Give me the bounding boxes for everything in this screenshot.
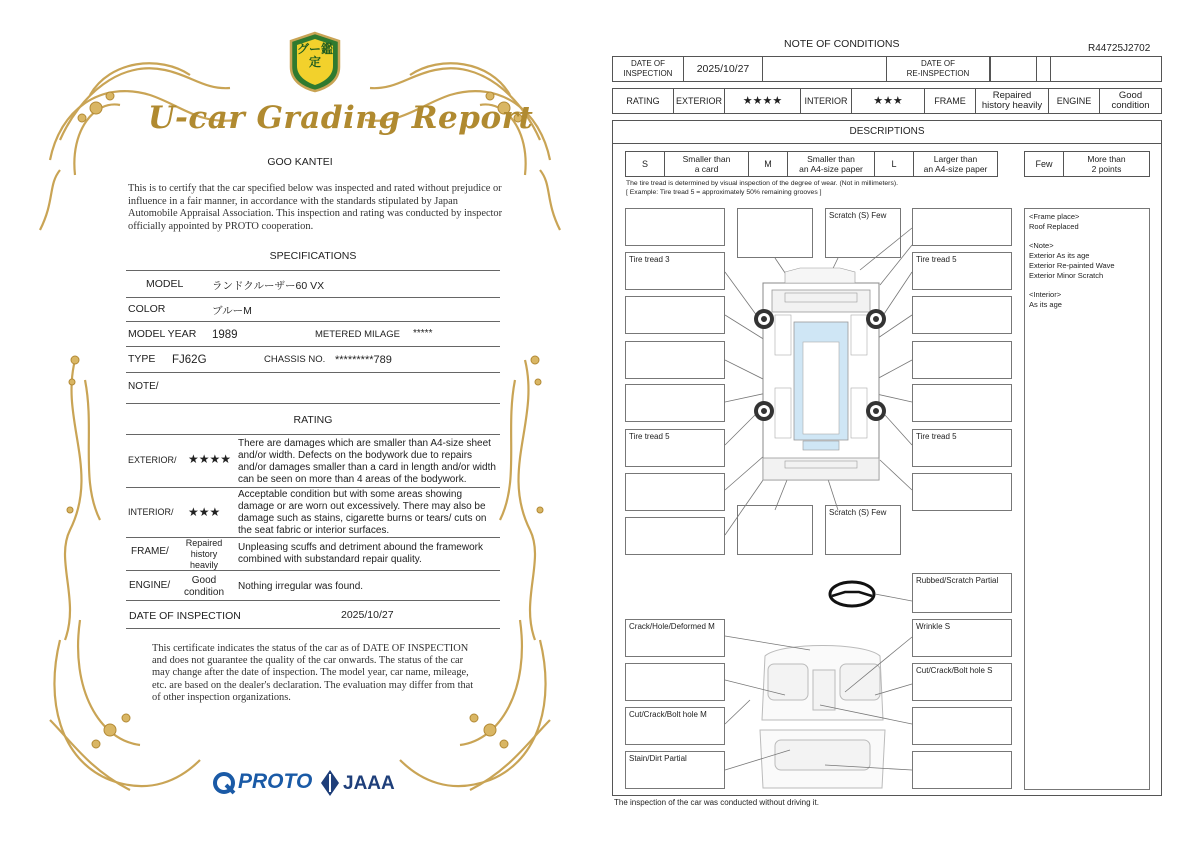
scratch-bottom-box: Scratch (S) Few [825, 505, 901, 555]
proto-logo-icon [212, 771, 236, 795]
frame-description: Unpleasing scuffs and detriment abound the framework combined with substandard repair quality. [238, 542, 483, 565]
engine-description: Nothing irregular was found. [238, 581, 364, 592]
jaaa-logo-text: JAAA [343, 773, 395, 794]
condition-box [625, 663, 725, 701]
condition-box [737, 208, 813, 258]
certificate-intro: This is to certify that the car specified below was inspected and rated without prejudice or influence in a fair manner, in accordance with the standards stipulated by Japan Automobile Appraisal Association. This inspection and rating was conducted by inspector officially appointed by PROTO cooperation. [128, 183, 503, 232]
exterior-label: EXTERIOR [673, 88, 725, 114]
color-label: COLOR [128, 303, 166, 315]
rating-label: RATING [612, 88, 674, 114]
legend-l: L [874, 151, 914, 177]
condition-box [737, 505, 813, 555]
notes-panel [1024, 208, 1150, 790]
condition-box [912, 208, 1012, 246]
divider [126, 372, 500, 373]
engine-label: ENGINE/ [129, 580, 171, 591]
tire-rear-right-box: Tire tread 5 [912, 429, 1012, 467]
crack-hole-box: Crack/Hole/Deformed M [625, 619, 725, 657]
date-label: DATE OF INSPECTION [129, 610, 241, 622]
divider [126, 570, 500, 571]
engine-value [178, 575, 230, 599]
condition-box [625, 341, 725, 379]
proto-logo-text: PROTO [238, 770, 313, 793]
descriptions-heading: DESCRIPTIONS [612, 120, 1162, 144]
condition-box [912, 707, 1012, 745]
notes-line: As its age [1029, 300, 1062, 310]
sheet-reference: R44725J2702 [1088, 43, 1151, 54]
model-year-value: 1989 [212, 329, 238, 341]
frame-label: FRAME/ [131, 546, 169, 557]
divider [126, 600, 500, 601]
tire-front-left-box: Tire tread 3 [625, 252, 725, 290]
sheet-title: NOTE OF CONDITIONS [784, 38, 900, 50]
legend-s: S [625, 151, 665, 177]
condition-box [625, 473, 725, 511]
exterior-description: There are damages which are smaller than A4-size sheet and/or width. Defects on the bodywork due to repairs and/or damages smaller than a card in length and/or width can be seen on more than 4 areas of the bodywork. [238, 438, 496, 485]
exterior-stars: ★★★★ [724, 88, 801, 114]
scratch-top-box: Scratch (S) Few [825, 208, 901, 258]
notes-line [1029, 281, 1145, 291]
tire-front-right-box: Tire tread 5 [912, 252, 1012, 290]
interior-stars: ★★★ [188, 505, 221, 519]
interior-description: Acceptable condition but with some areas showing damage or are worn out excessively. There may also be damage such as stains, cigarette burns or tears/ cuts on the seat fabric or interior surfaces. [238, 489, 487, 536]
notes-line: Roof Replaced [1029, 221, 1079, 231]
value-line: history heavily [981, 100, 1043, 111]
notes-line: <Note> [1029, 241, 1054, 251]
interior-label: INTERIOR [800, 88, 852, 114]
divider [126, 628, 500, 629]
condition-box [625, 517, 725, 555]
model-label: MODEL [146, 278, 184, 290]
notes-line: <Frame place> [1029, 212, 1080, 221]
frame-value-line: Repaired [185, 538, 223, 548]
legend-line: Larger than [933, 153, 978, 164]
engine-value-line: Good [191, 575, 217, 586]
legend-line: Smaller than [807, 153, 855, 164]
condition-sheet [600, 0, 1200, 848]
model-year-label: MODEL YEAR [128, 328, 197, 340]
cut-crack-s-box: Cut/Crack/Bolt hole S [912, 663, 1012, 701]
exterior-stars: ★★★★ [188, 452, 232, 466]
condition-box [625, 384, 725, 422]
condition-box [912, 341, 1012, 379]
note-label: NOTE/ [128, 381, 159, 392]
chassis-value: *********789 [335, 354, 392, 366]
certificate-title: U-car Grading Report [148, 100, 534, 136]
condition-box [625, 296, 725, 334]
engine-label: ENGINE [1048, 88, 1100, 114]
tire-rear-left-box: Tire tread 5 [625, 429, 725, 467]
notes-line: <Interior> [1029, 290, 1062, 300]
certificate-subtitle: GOO KANTEI [267, 156, 333, 168]
notes-line: Exterior Re-painted Wave [1029, 260, 1115, 270]
value-line: Good [1118, 89, 1143, 101]
type-label: TYPE [128, 353, 156, 365]
frame-label: FRAME [924, 88, 976, 114]
type-value: FJ62G [172, 354, 207, 366]
label-line: RE-INSPECTION [906, 69, 970, 78]
divider [126, 297, 500, 298]
tire-note-example: [ Example: Tire tread 5 = approximately 50% remaining grooves ] [626, 189, 822, 196]
legend-few: Few [1024, 151, 1064, 177]
rating-heading: RATING [293, 414, 333, 426]
label-line: DATE OF [920, 58, 956, 68]
legend-line: an A4-size paper [799, 164, 863, 174]
interior-label: INTERIOR/ [128, 507, 174, 517]
value-line: Repaired [992, 89, 1032, 101]
model-value: ランドクルーザー60 VX [212, 280, 325, 292]
cut-crack-m-box: Cut/Crack/Bolt hole M [625, 707, 725, 745]
condition-box [912, 473, 1012, 511]
frame-value-line: history [190, 549, 218, 559]
notes-line: Exterior Minor Scratch [1029, 270, 1104, 280]
jaaa-logo-icon [320, 769, 340, 797]
chassis-label: CHASSIS NO. [264, 354, 326, 365]
frame-value [180, 538, 228, 571]
interior-stars: ★★★ [851, 88, 925, 114]
date-of-inspection-value: 2025/10/27 [683, 56, 763, 82]
legend-line: More than [1087, 153, 1126, 164]
label-line: INSPECTION [623, 69, 673, 78]
legend-line: a card [694, 164, 719, 174]
specs-heading: SPECIFICATIONS [269, 250, 357, 262]
legend-line: an A4-size paper [923, 164, 988, 174]
sheet-footer-note: The inspection of the car was conducted without driving it. [614, 798, 819, 807]
frame-value-line: heavily [189, 560, 218, 570]
date-value: 2025/10/27 [341, 609, 394, 621]
label-line: DATE OF [630, 58, 666, 68]
notes-line: Exterior As its age [1029, 251, 1090, 261]
mileage-label: METERED MILAGE [315, 329, 400, 340]
tire-note: The tire tread is determined by visual inspection of the degree of wear. (Not in millimeters). [626, 180, 898, 187]
divider [126, 346, 500, 347]
legend-line: Smaller than [682, 153, 731, 164]
badge-text: グー鑑定 [296, 42, 333, 69]
condition-box [912, 384, 1012, 422]
mileage-value: ***** [413, 328, 433, 339]
value-line: condition [1111, 100, 1150, 111]
stain-dirt-box: Stain/Dirt Partial [625, 751, 725, 789]
condition-box [625, 208, 725, 246]
divider [126, 321, 500, 322]
condition-box [912, 751, 1012, 789]
divider [126, 403, 500, 404]
condition-box [912, 296, 1012, 334]
engine-value-line: condition [183, 587, 225, 598]
divider [126, 434, 500, 435]
wrinkle-box: Wrinkle S [912, 619, 1012, 657]
certificate-footer: This certificate indicates the status of the car as of DATE OF INSPECTION and does not guarantee the quality of the car onwards. The status of the car may change after the date of inspection. The model year, car name, mileage, etc. are based on the dealer's declaration. The evaluation may differ from that of other inspection organizations. [152, 643, 474, 703]
legend-line: 2 points [1091, 164, 1122, 174]
exterior-label: EXTERIOR/ [128, 455, 177, 465]
divider [126, 487, 500, 488]
steering-rubbed-box: Rubbed/Scratch Partial [912, 573, 1012, 613]
notes-line [1029, 232, 1145, 242]
legend-m: M [748, 151, 788, 177]
color-value: ブルーM [212, 305, 252, 317]
divider [126, 270, 500, 271]
